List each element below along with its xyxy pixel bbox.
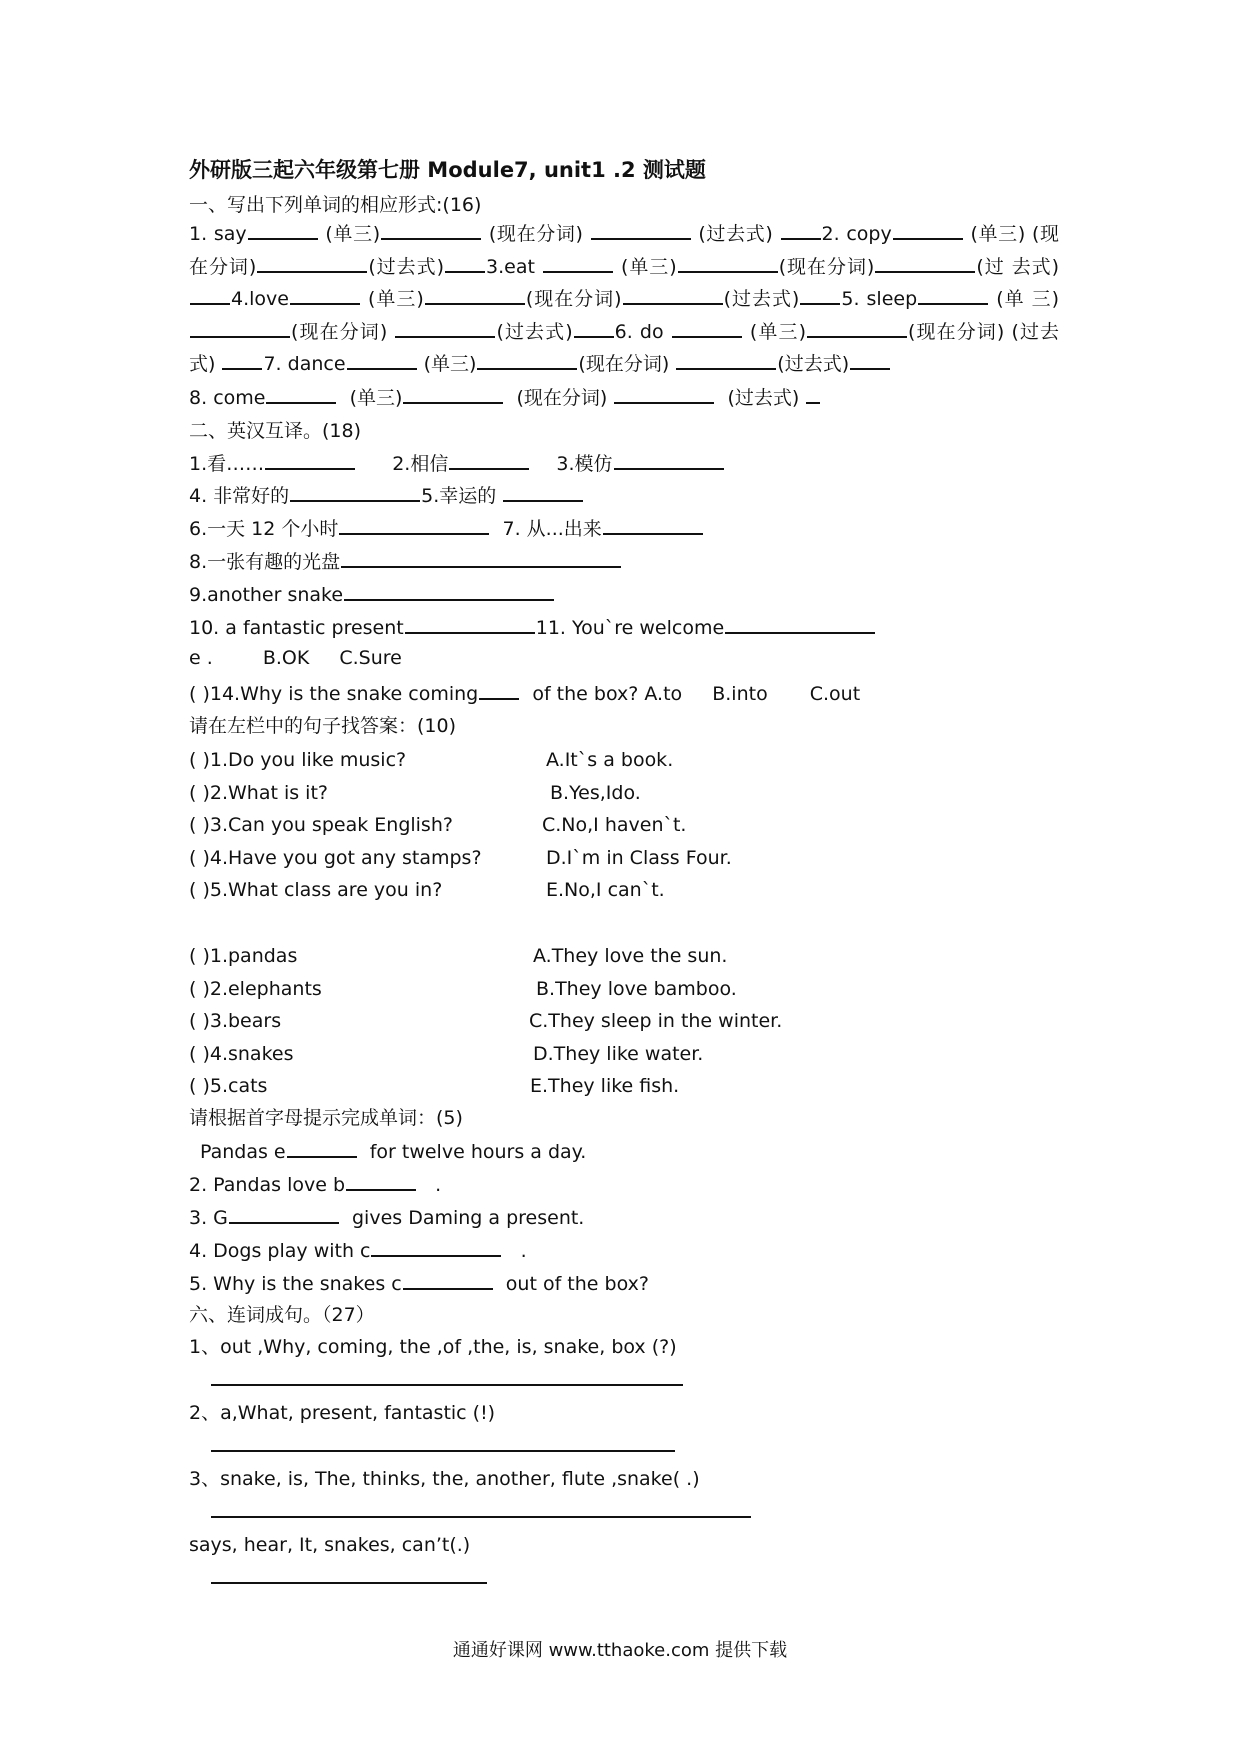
match1-heading: 请在左栏中的句子找答案：(10) (189, 715, 457, 737)
blank[interactable] (676, 348, 776, 370)
item-word: dance (287, 353, 346, 376)
blank[interactable] (479, 678, 519, 700)
blank[interactable] (623, 283, 723, 305)
section1-body (189, 218, 1059, 381)
match-answer: E.No,I can`t. (546, 879, 665, 902)
blank[interactable] (875, 251, 975, 273)
match-answer: D.They like water. (533, 1042, 704, 1065)
blank[interactable] (893, 218, 963, 240)
form-label: (现在分词) (908, 320, 1005, 343)
form-label: (单三) (620, 255, 677, 278)
blank[interactable] (339, 513, 489, 535)
blank[interactable] (614, 382, 714, 404)
form-label: (现在分词) (516, 387, 608, 409)
item-num: 7. (263, 353, 282, 376)
item-word: sleep (866, 288, 918, 311)
item-word: copy (846, 223, 892, 245)
fill-text: Pandas e (200, 1141, 286, 1163)
section2-row-2 (189, 480, 584, 509)
match-question: ( )5.What class are you in? (189, 879, 443, 902)
fragment-text: e . (189, 647, 213, 669)
reorder-item: 1、out ,Why, coming, the ,of ,the, is, snake, box (?) (189, 1336, 677, 1358)
match-answer: D.I`m in Class Four. (546, 846, 732, 869)
blank[interactable] (266, 382, 336, 404)
section5-heading: 请根据首字母提示完成单词：(5) (189, 1107, 463, 1129)
blank[interactable] (591, 218, 691, 240)
blank[interactable] (918, 283, 988, 305)
translate-item: 3.模仿 (556, 453, 613, 475)
match-answer: C.No,I haven`t. (542, 814, 687, 837)
translate-item: 7. 从...出来 (502, 518, 602, 540)
section2-row-4 (189, 546, 622, 575)
form-label: (现在分词) (778, 255, 875, 278)
fill-item (189, 1202, 584, 1231)
form-label: (过 (976, 255, 1005, 278)
question-text: of the box? (532, 683, 639, 705)
match-answer: B.They love bamboo. (536, 977, 737, 1000)
fill-text: 5. Why is the snakes c (189, 1273, 402, 1295)
form-label: 三) (1031, 288, 1060, 311)
worksheet-title: 外研版三起六年级第七册 Module7, unit1 .2 测试题 (189, 158, 706, 182)
blank[interactable] (806, 382, 820, 404)
blank[interactable] (190, 283, 230, 305)
fill-text: 2. Pandas love b (189, 1174, 346, 1196)
section2-row-3 (189, 513, 704, 542)
form-label: (过去式) (777, 353, 850, 376)
match-answer: A.It`s a book. (546, 749, 674, 771)
section2-row-5 (189, 579, 555, 608)
translate-item: 2.相信 (392, 453, 449, 475)
blank[interactable] (672, 316, 742, 338)
blank[interactable] (229, 1202, 339, 1224)
translate-item: 9.another snake (189, 584, 344, 606)
form-label: (单三) (970, 223, 1026, 245)
item-num: 5. (841, 288, 860, 311)
match-question: ( )3.Can you speak English? (189, 814, 453, 837)
fill-text: 4. Dogs play with c (189, 1240, 371, 1262)
form-label: (过去式) (723, 288, 800, 311)
fill-text: out of the box? (505, 1273, 649, 1295)
fill-text: . (520, 1240, 527, 1262)
blank[interactable] (222, 348, 262, 370)
form-label: (现在分词) (578, 353, 670, 376)
section1-heading: 一、写出下列单词的相应形式:(16) (189, 194, 482, 216)
option: C.out (809, 683, 861, 705)
blank[interactable] (850, 348, 890, 370)
reorder-item: says, hear, It, snakes, can’t(.) (189, 1534, 471, 1556)
blank[interactable] (290, 283, 360, 305)
blank[interactable] (265, 448, 355, 470)
item-num: 8. (189, 387, 208, 409)
section2-row-6 (189, 612, 876, 641)
answer-line[interactable] (211, 1450, 675, 1452)
blank[interactable] (395, 316, 495, 338)
section6-heading: 六、连词成句。（27） (189, 1304, 375, 1326)
item-num: 4. (231, 288, 250, 311)
reorder-item: 2、a,What, present, fantastic (!) (189, 1402, 496, 1424)
blank[interactable] (445, 251, 485, 273)
fill-text: 3. G (189, 1207, 228, 1229)
blank[interactable] (543, 251, 613, 273)
blank[interactable] (405, 612, 535, 634)
match-question: ( )2.What is it? (189, 781, 328, 804)
match-question: ( )4.snakes (189, 1042, 294, 1065)
reorder-item: 3、snake, is, The, thinks, the, another, flute ,snake( .) (189, 1468, 700, 1490)
blank[interactable] (449, 448, 529, 470)
item-num: 6. (614, 320, 633, 343)
blank[interactable] (781, 218, 821, 240)
form-label: (单三) (749, 320, 806, 343)
blank[interactable] (603, 513, 703, 535)
match-question: ( )4.Have you got any stamps? (189, 846, 482, 869)
blank[interactable] (287, 1136, 357, 1158)
blank[interactable] (341, 546, 621, 568)
blank[interactable] (381, 218, 481, 240)
blank[interactable] (403, 1268, 493, 1290)
translate-item: 5.幸运的 (421, 485, 497, 507)
item-num: 3. (486, 255, 505, 278)
form-label: (现在分词) (189, 223, 1060, 278)
match2-answers (529, 940, 783, 1103)
option: A.to (644, 683, 683, 705)
blank[interactable] (290, 480, 420, 502)
blank[interactable] (425, 283, 525, 305)
blank[interactable] (725, 612, 875, 634)
form-label: (过去式) (698, 223, 773, 245)
form-label: 去式) (1011, 255, 1060, 278)
item-word: say (213, 223, 247, 245)
blank[interactable] (344, 579, 554, 601)
item-word: come (213, 387, 266, 409)
form-label: (过去式) (727, 387, 800, 409)
translate-item: 11. You`re welcome (535, 617, 725, 639)
form-label: (单 (996, 288, 1025, 311)
blank[interactable] (347, 348, 417, 370)
option: C.Sure (339, 647, 402, 669)
item-word: love (249, 288, 289, 311)
match-question: ( )5.cats (189, 1075, 268, 1098)
fill-text: gives Daming a present. (351, 1207, 585, 1229)
form-label: (过去式) (496, 320, 573, 343)
match-question: ( )3.bears (189, 1010, 282, 1033)
question-14 (189, 678, 860, 707)
match-answer: C.They sleep in the winter. (529, 1010, 783, 1033)
form-label: (单三) (423, 353, 477, 376)
match1-answers (542, 744, 732, 907)
form-label: (现在分词) (291, 320, 388, 343)
form-label: (现在分词) (525, 288, 622, 311)
blank[interactable] (800, 283, 840, 305)
blank[interactable] (807, 316, 907, 338)
blank[interactable] (477, 348, 577, 370)
fill-item (189, 1169, 441, 1198)
fill-text: for twelve hours a day. (369, 1141, 587, 1163)
form-label: (过去式) (368, 255, 444, 278)
translate-item: 6.一天 12 个小时 (189, 518, 339, 540)
match-question: ( )2.elephants (189, 977, 322, 1000)
option: B.into (712, 683, 768, 705)
match-answer: A.They love the sun. (533, 945, 728, 967)
blank[interactable] (678, 251, 778, 273)
blank[interactable] (346, 1169, 416, 1191)
blank[interactable] (403, 382, 503, 404)
answer-line[interactable] (211, 1582, 487, 1584)
blank[interactable] (190, 316, 290, 338)
match2-questions (189, 940, 322, 1103)
translate-item: 4. 非常好的 (189, 485, 290, 507)
match-question: ( )1.Do you like music? (189, 749, 407, 771)
blank[interactable] (248, 218, 318, 240)
match-answer: E.They like fish. (530, 1075, 680, 1098)
translate-item: 8.一张有趣的光盘 (189, 551, 341, 573)
section1-last-line (189, 382, 821, 411)
fill-item (189, 1268, 649, 1297)
form-label: (过去式) (189, 320, 1060, 376)
answer-line[interactable] (211, 1516, 751, 1518)
section2-row-1 (189, 448, 725, 477)
blank[interactable] (257, 251, 367, 273)
form-label: (单三) (368, 288, 424, 311)
match1-questions (189, 744, 482, 907)
item-word: eat (504, 255, 535, 278)
form-label: (现在分词) (488, 223, 583, 245)
option: B.OK (262, 647, 310, 669)
section2-heading: 二、英汉互译。(18) (189, 420, 362, 442)
fill-item (189, 1235, 527, 1264)
form-label: (单三) (325, 223, 381, 245)
question-text: ( )14.Why is the snake coming (189, 683, 479, 705)
answer-line[interactable] (211, 1384, 683, 1386)
translate-item: 1.看…… (189, 453, 265, 475)
form-label: (单三) (349, 387, 403, 409)
match-answer: B.Yes,Ido. (550, 781, 641, 804)
item-num: 1. (189, 223, 208, 245)
fill-item (200, 1136, 586, 1165)
blank[interactable] (614, 448, 724, 470)
translate-item: 10. a fantastic present (189, 617, 404, 639)
item-word: do (639, 320, 664, 343)
choice-fragment (189, 645, 402, 671)
blank[interactable] (503, 480, 583, 502)
match-question: ( )1.pandas (189, 945, 298, 967)
blank[interactable] (371, 1235, 501, 1257)
footer-credit: 通通好课网 www.tthaoke.com 提供下载 (452, 1640, 788, 1661)
blank[interactable] (574, 316, 614, 338)
item-num: 2. (821, 223, 840, 245)
fill-text: . (435, 1174, 442, 1196)
